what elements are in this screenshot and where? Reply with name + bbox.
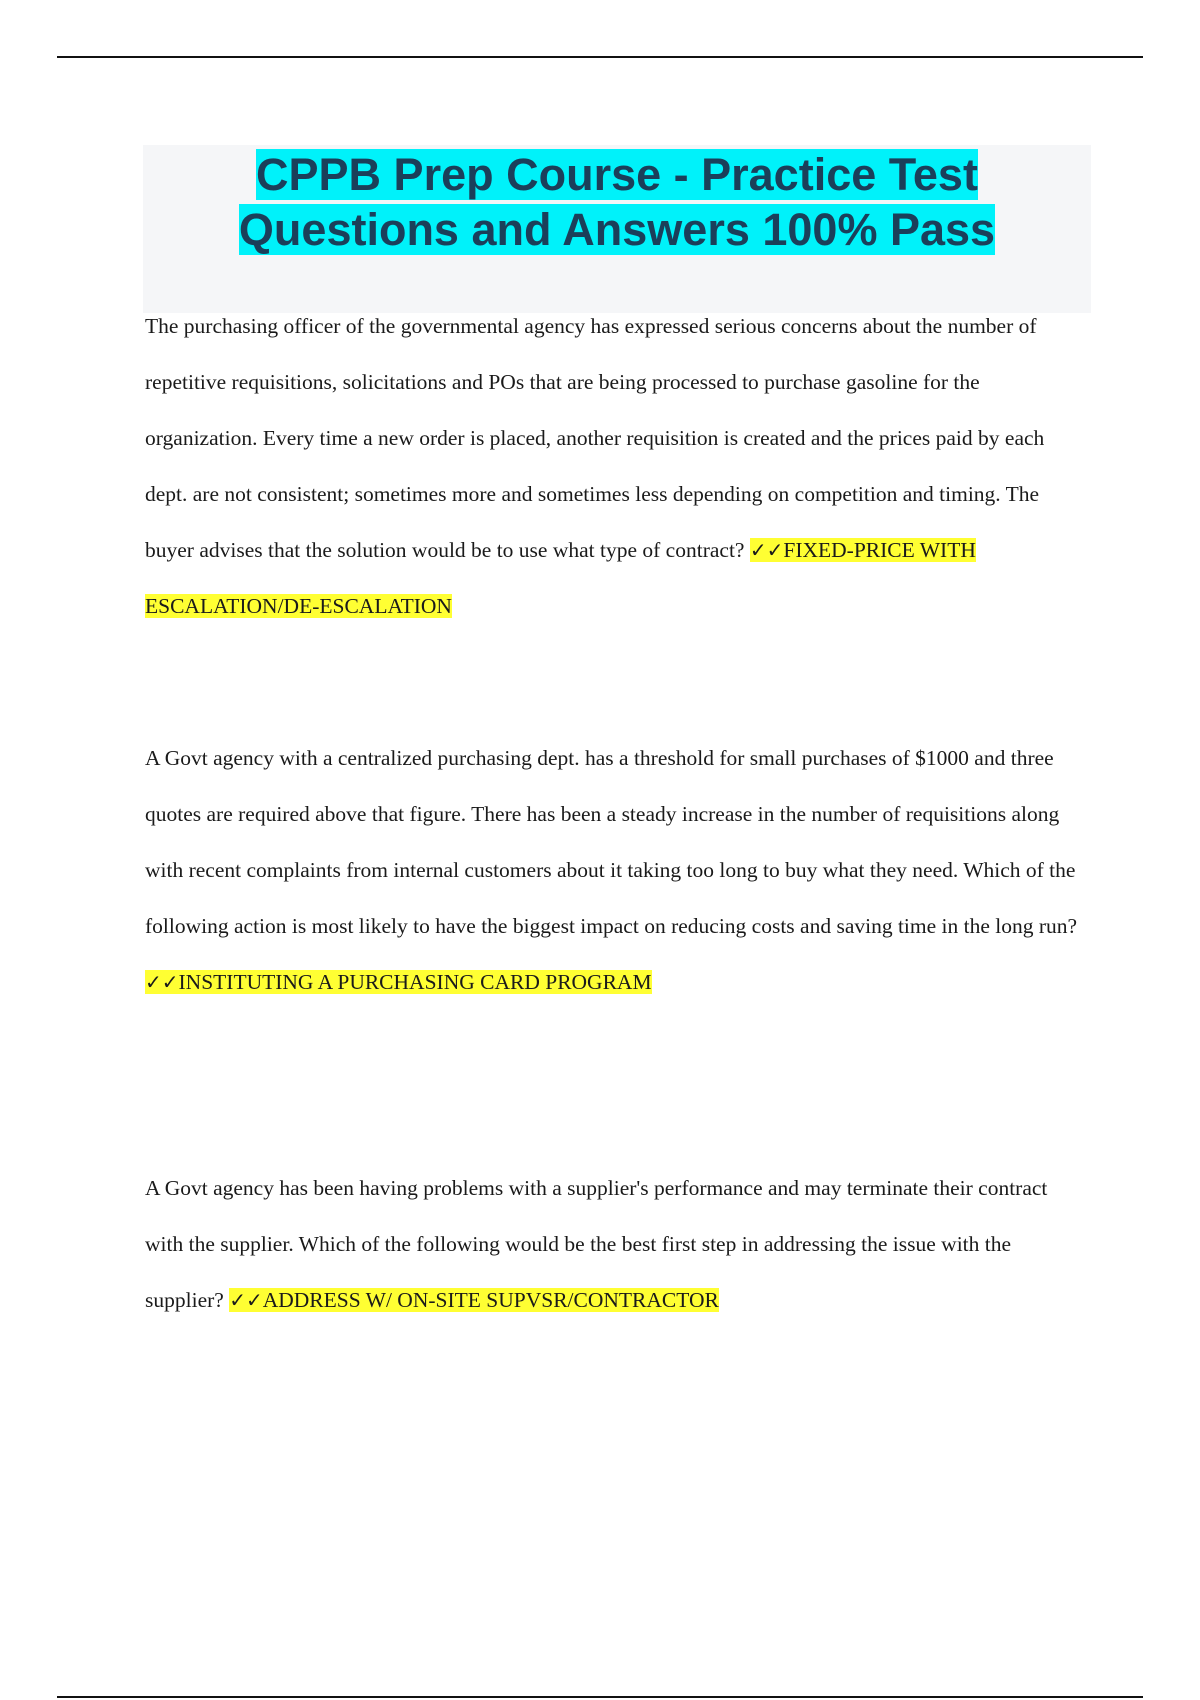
answer-text: INSTITUTING A PURCHASING CARD PROGRAM: [178, 970, 652, 994]
check-icon: ✓✓: [145, 970, 179, 994]
answer-highlight: [145, 970, 652, 994]
answer-text: ADDRESS W/ ON-SITE SUPVSR/CONTRACTOR: [262, 1288, 719, 1312]
check-icon: ✓✓: [749, 538, 784, 562]
title-block: [143, 145, 1091, 313]
qa-item-1: [145, 298, 1090, 634]
question-text: A Govt agency with a centralized purchasing dept. has a threshold for small purchases of $1000 and three quotes are required above that figure. There has been a steady increase in the number of requisitions along with recent complaints from internal customers about it taking too long to buy what they need. Which of the following action is most likely to have the biggest impact on reducing costs and saving time in the long run?: [145, 746, 1078, 938]
question-text: A Govt agency has been having problems with a supplier's performance and may terminate their contract with the supplier. Which of the following would be the best first step in addressing the issue with the supplier?: [145, 1176, 1048, 1312]
bottom-rule: [57, 1696, 1143, 1698]
document-title: CPPB Prep Course - Practice Test Questions and Answers 100% Pass: [238, 149, 996, 255]
question-text: The purchasing officer of the governmental agency has expressed serious concerns about the number of repetitive requisitions, solicitations and POs that are being processed to purchase gasoline for the organization. Every time a new order is placed, another requisition is created and the prices paid by each dept. are not consistent; sometimes more and sometimes less depending on competition and timing. The buyer advises that the solution would be to use what type of contract?: [145, 314, 1045, 562]
top-rule: [57, 56, 1143, 58]
answer-text: FIXED-PRICE WITH ESCALATION/DE-ESCALATION: [145, 538, 976, 618]
qa-item-2: [145, 730, 1090, 1010]
answer-highlight: [229, 1288, 719, 1312]
check-icon: ✓✓: [229, 1288, 263, 1312]
qa-item-3: [145, 1160, 1090, 1328]
